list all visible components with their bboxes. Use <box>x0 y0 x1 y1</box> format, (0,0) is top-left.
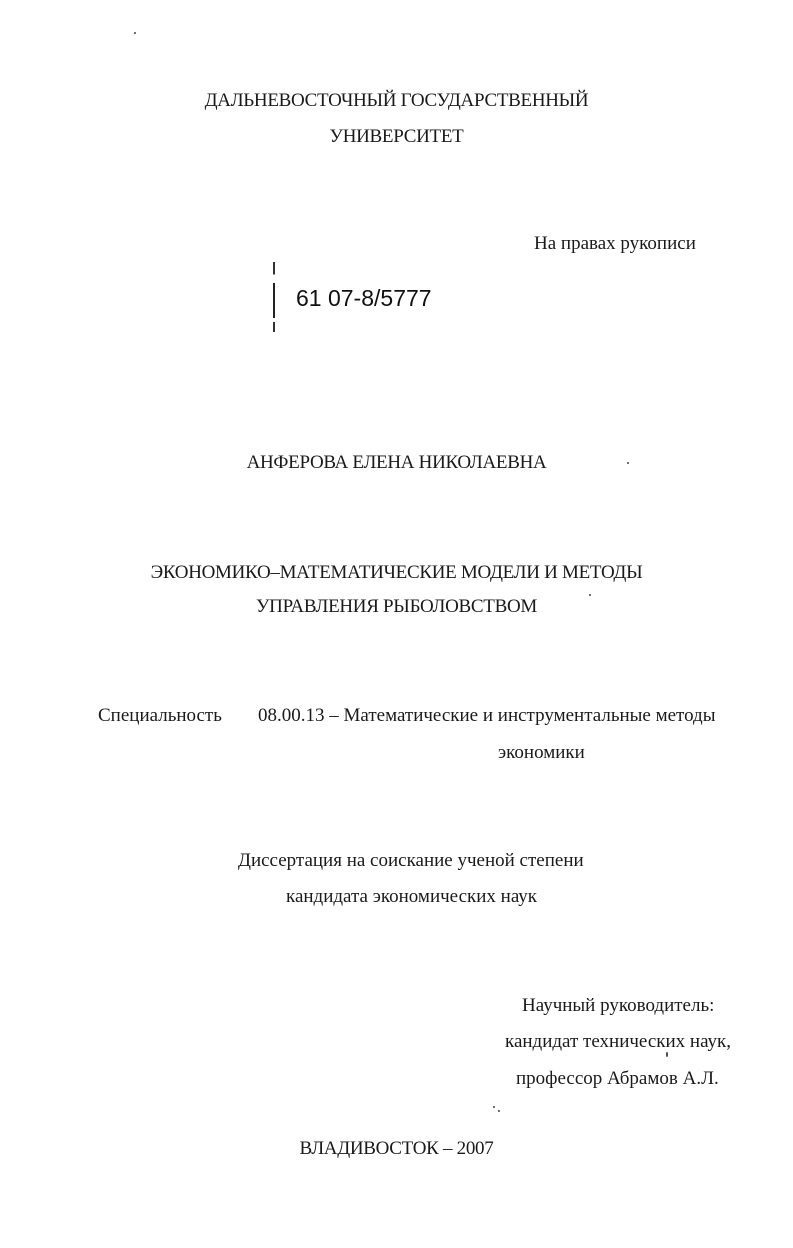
scan-speck <box>589 594 591 596</box>
university-name-line1: ДАЛЬНЕВОСТОЧНЫЙ ГОСУДАРСТВЕННЫЙ <box>204 90 589 111</box>
supervisor-degree: кандидат технических наук, <box>505 1031 732 1052</box>
scan-speck <box>666 1052 668 1057</box>
dissertation-title-line2: УПРАВЛЕНИЯ РЫБОЛОВСТВОМ <box>256 596 537 617</box>
author-name: АНФЕРОВА ЕЛЕНА НИКОЛАЕВНА <box>246 452 547 473</box>
specialty-code-line1: 08.00.13 – Математические и инструментальные методы <box>258 705 716 726</box>
supervisor-title: Научный руководитель: <box>522 995 715 1016</box>
manuscript-rights-note: На правах рукописи <box>534 233 696 254</box>
dissertation-title-line1: ЭКОНОМИКО–МАТЕМАТИЧЕСКИЕ МОДЕЛИ И МЕТОДЫ <box>150 562 643 583</box>
scan-speck <box>627 462 629 464</box>
stamp-bar <box>273 262 275 332</box>
scan-speck <box>493 1106 495 1108</box>
specialty-code-line2: экономики <box>498 742 585 763</box>
degree-line2: кандидата экономических наук <box>286 886 538 907</box>
supervisor-name: профессор Абрамов А.Л. <box>516 1068 719 1089</box>
specialty-label: Специальность <box>98 705 222 726</box>
stamp-number: 61 07-8/5777 <box>296 285 432 311</box>
scan-speck <box>134 32 136 34</box>
university-name-line2: УНИВЕРСИТЕТ <box>329 126 464 147</box>
city-year: ВЛАДИВОСТОК – 2007 <box>299 1138 494 1159</box>
scan-speck <box>498 1110 500 1112</box>
degree-line1: Диссертация на соискание ученой степени <box>238 850 584 871</box>
